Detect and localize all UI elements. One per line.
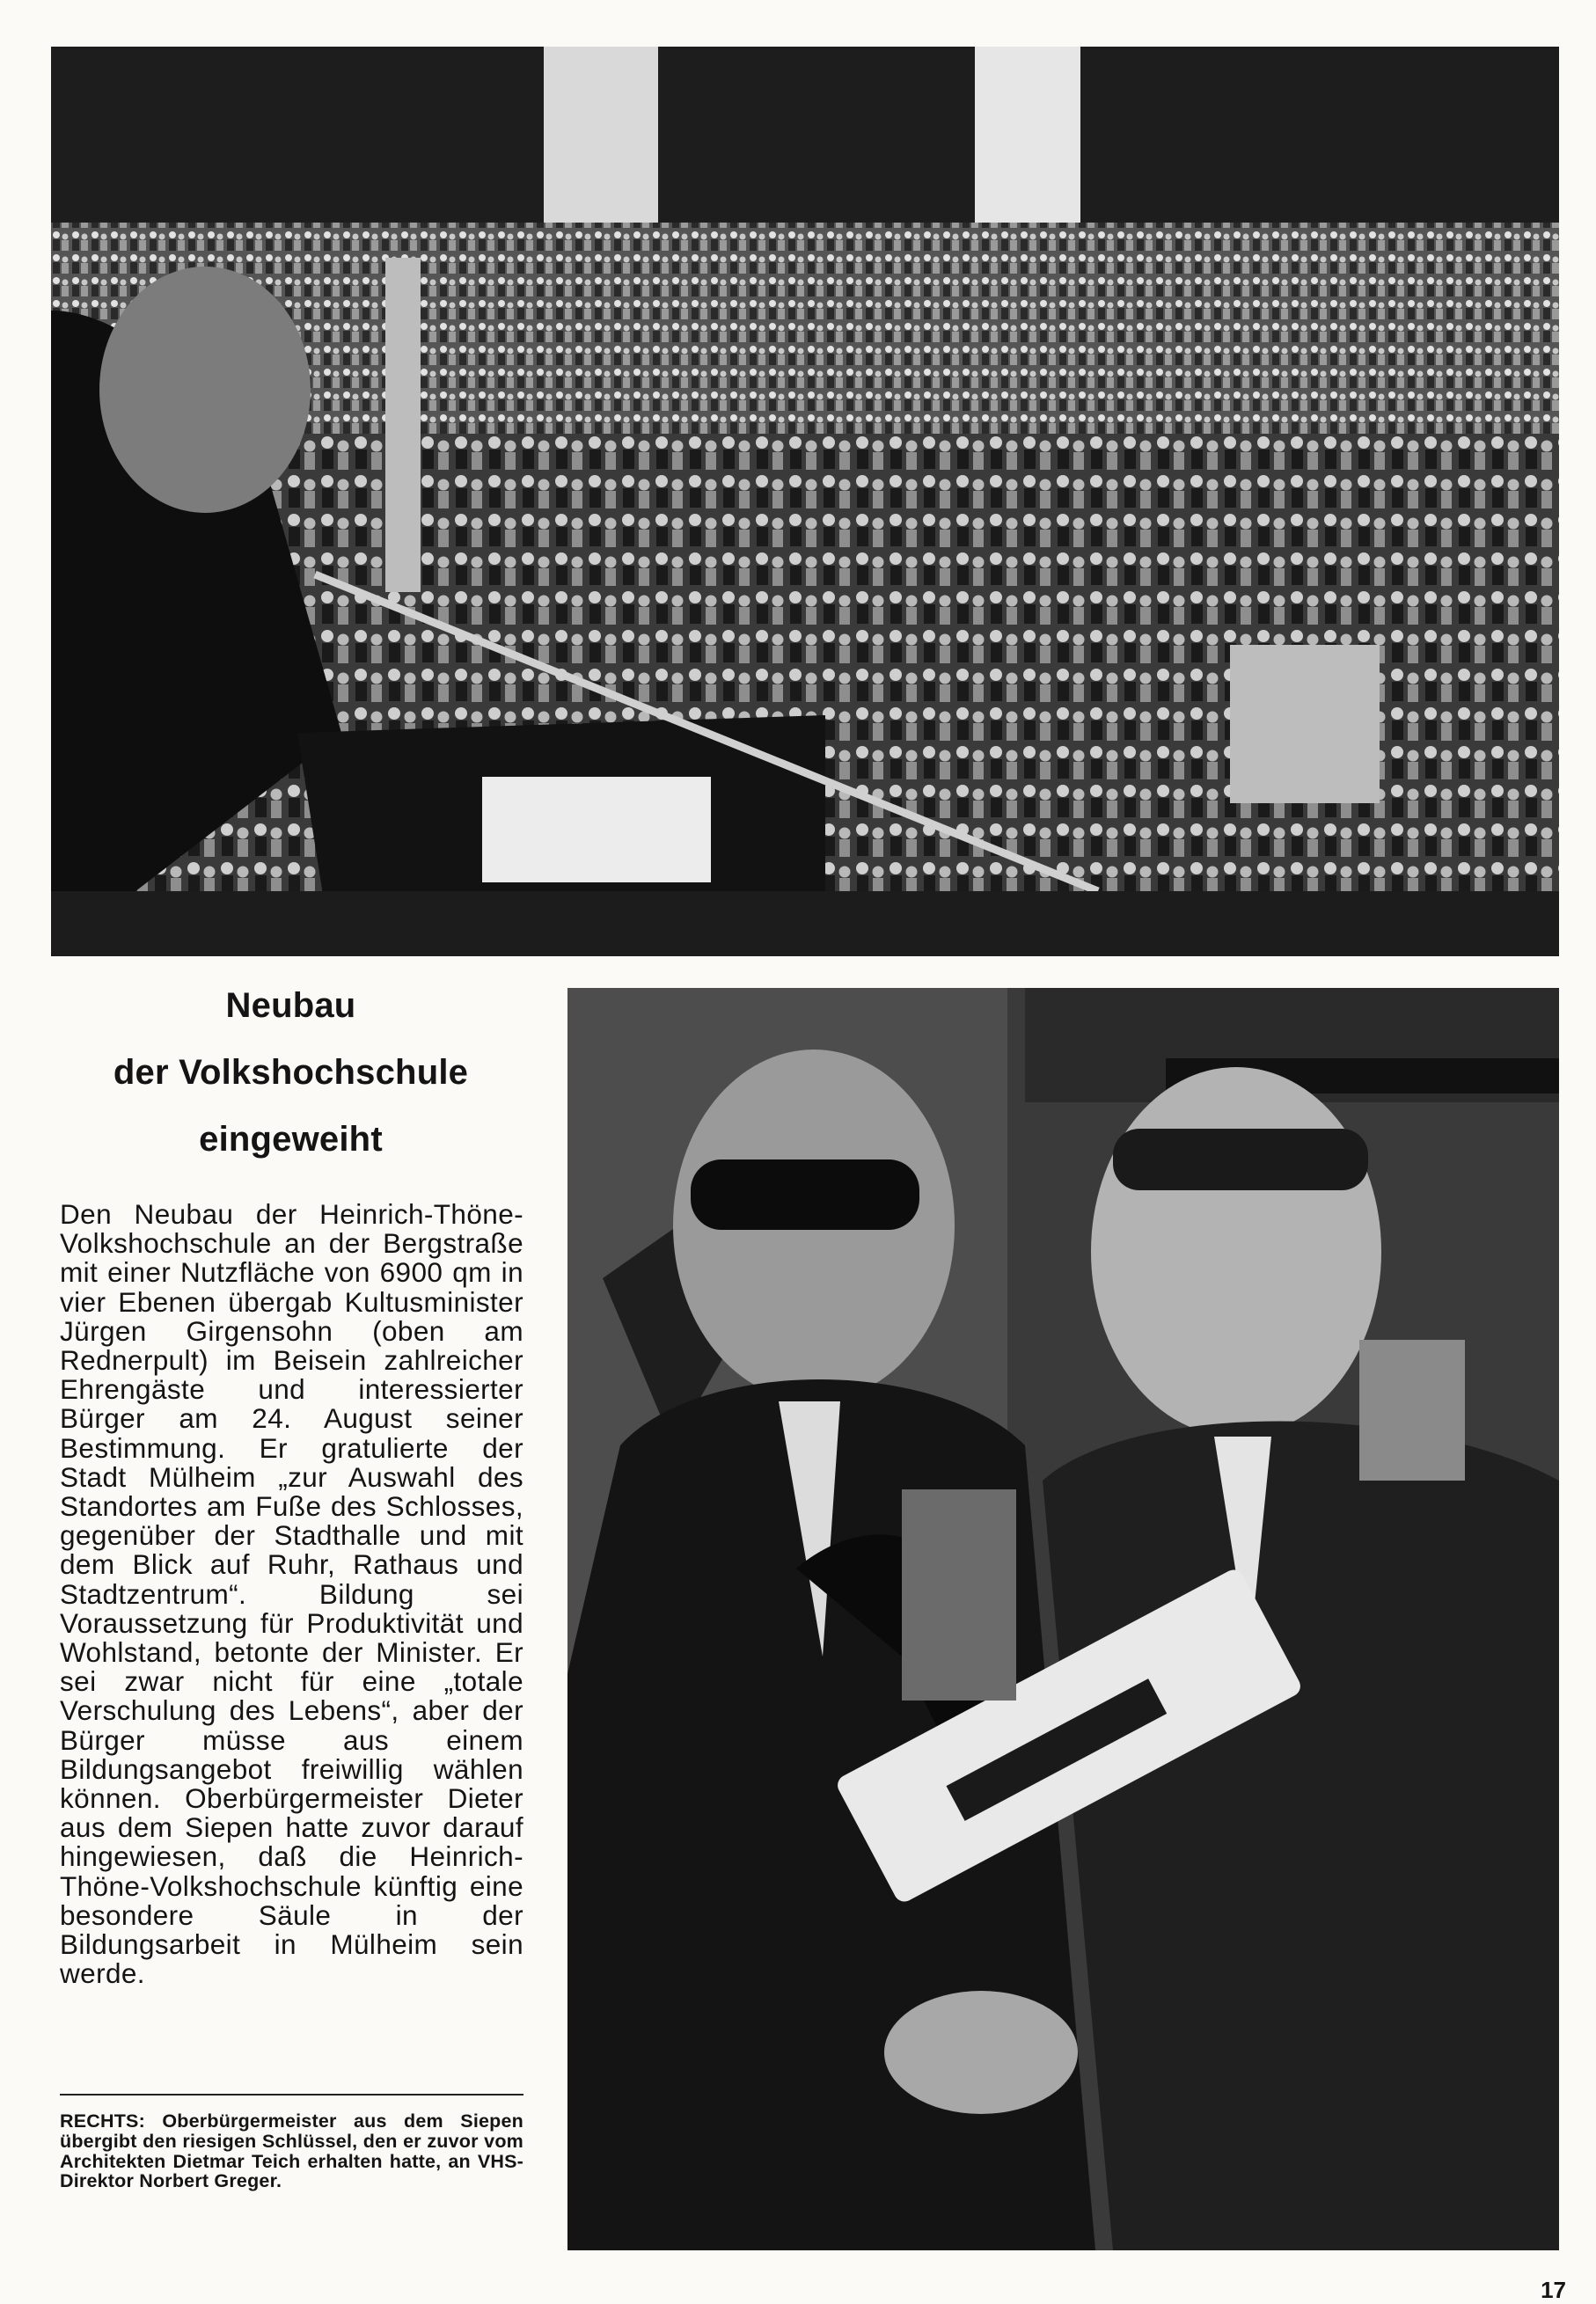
article-headline xyxy=(51,972,531,1173)
photo-key-handover xyxy=(567,988,1559,2250)
photo-auditorium-speech xyxy=(51,47,1559,956)
photo-caption: RECHTS: Oberbürgermeister aus dem Siepen übergibt den riesigen Schlüssel, den er zuvor vom Architekten Dietmar Teich erhalten hatte, an VHS-Direktor Norbert Greger. xyxy=(60,2110,523,2192)
headline-line-3: eingeweiht xyxy=(199,1120,383,1159)
headline-line-2: der Volkshochschule xyxy=(113,1053,469,1092)
key-handover-photo-graphic xyxy=(567,988,1559,2250)
page-number: 17 xyxy=(1541,2277,1566,2303)
auditorium-photo-graphic xyxy=(51,47,1559,956)
caption-divider xyxy=(60,2094,523,2096)
headline-line-1: Neubau xyxy=(225,986,356,1025)
article-body: Den Neubau der Heinrich-Thöne-Volkshochschule an der Bergstraße mit einer Nutzfläche von 6900 qm in vier Ebenen übergab Kultusminister Jürgen Girgensohn (oben am Rednerpult) im Beisein zahlreicher Ehrengäste und interessierter Bürger am 24. August seiner Bestimmung. Er gratulierte der Stadt Mülheim „zur Auswahl des Standortes am Fuße des Schlosses, gegenüber der Stadthalle und mit dem Blick auf Ruhr, Rathaus und Stadtzentrum“. Bildung sei Voraussetzung für Produktivität und Wohlstand, betonte der Minister. Er sei zwar nicht für eine „totale Verschulung des Lebens“, aber der Bürger müsse aus einem Bildungsangebot freiwillig wählen können. Oberbürgermeister Dieter aus dem Siepen hatte zuvor darauf hingewiesen, daß die Heinrich-Thöne-Volkshochschule künftig eine besondere Säule in der Bildungsarbeit in Mülheim sein werde. xyxy=(60,1198,523,1990)
